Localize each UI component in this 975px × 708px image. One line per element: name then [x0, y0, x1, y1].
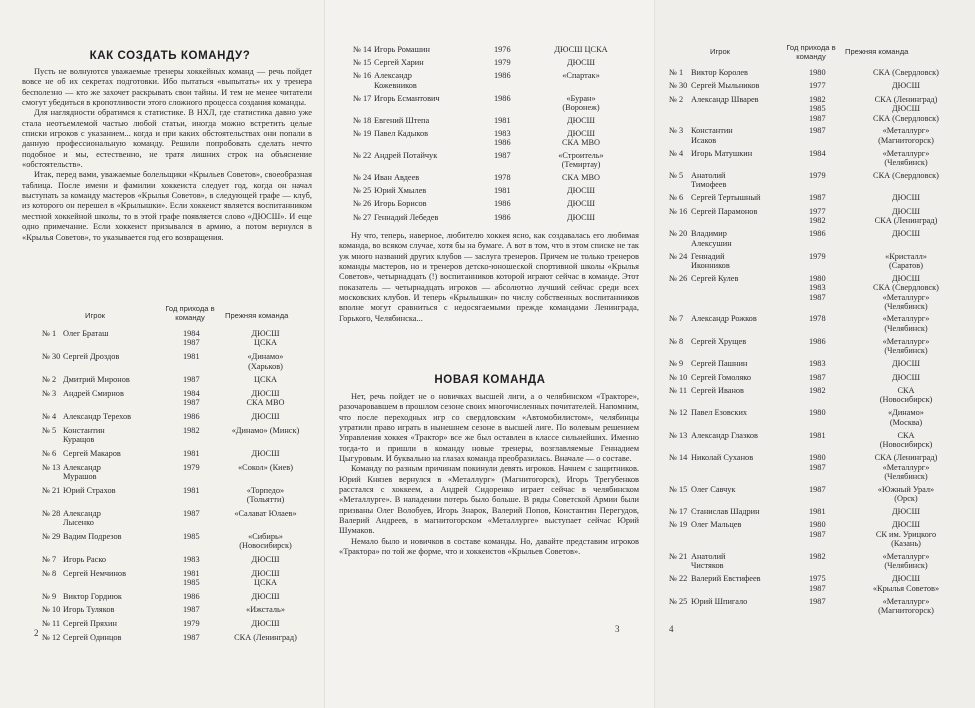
table-row	[669, 431, 969, 450]
player-name: Дмитрий Миронов	[63, 375, 130, 385]
player-number: № 7	[42, 554, 57, 564]
player-name: Сергей Тертышный	[691, 193, 761, 203]
join-year: 1987	[809, 596, 826, 606]
previous-club: ДЮСШ СКА МВО	[246, 388, 285, 408]
table-row	[669, 359, 969, 368]
previous-club: «Металлург» (Челябинск)	[882, 336, 930, 356]
player-number: № 9	[42, 591, 57, 601]
join-year: 1980 1987	[809, 520, 826, 539]
player-number: № 8	[669, 336, 684, 346]
previous-club: «Буран» (Воронеж)	[562, 93, 600, 112]
join-year: 1981	[809, 430, 826, 440]
player-name: Евгений Штепа	[374, 115, 430, 125]
table-row	[42, 329, 312, 348]
player-name: Игорь Матушкин	[691, 148, 753, 158]
table-row	[669, 453, 969, 481]
join-year: 1987	[183, 508, 200, 518]
player-name: Павел Езовских	[691, 408, 748, 418]
table-row	[669, 507, 969, 516]
player-name: Виктор Гордиюк	[63, 591, 122, 601]
table-header-club: Прежняя команда	[845, 47, 909, 56]
join-year: 1987	[809, 193, 826, 203]
previous-club: СКА МВО	[561, 173, 601, 182]
previous-club: ДЮСШ	[566, 186, 596, 196]
paragraph: Команду по разным причинам покинули девять игроков. Начнем с защитников. Юрий Князев вернулся в «Металлург» (Магнитогорск), Игорь Трегубенков расстался с хоккеем, а Андрей Сидоренко играет сейчас в челябинском «Металлурге». В нападении потерь было больше. В ряды Советской Армии были призваны Олег Волобуев, Игорь Знарок, Валерий Попов, Константин Перегудов, Валерий Андреев, в магнитогорском «Металлурге» выступает сейчас Юрий Шумаков.	[339, 464, 639, 536]
table-row	[353, 199, 628, 208]
previous-club: «Динамо» (Харьков)	[247, 352, 284, 371]
player-number: № 1	[42, 329, 57, 338]
join-year: 1985	[183, 531, 200, 541]
previous-club: СКА (Новосибирск)	[879, 430, 933, 450]
join-year: 1987	[809, 484, 826, 494]
article-body-intro	[22, 67, 312, 243]
join-year: 1981 1985	[183, 568, 200, 587]
player-name: Олег Мальцев	[691, 520, 742, 530]
previous-club: ДЮСШ	[891, 372, 921, 382]
table-row	[669, 574, 969, 593]
table-header-year: Год прихода в команду	[165, 304, 215, 322]
page-number: 3	[615, 624, 620, 634]
player-number: № 29	[42, 531, 61, 541]
join-year: 1976	[494, 45, 511, 54]
previous-club: ЦСКА	[253, 375, 278, 385]
player-number: № 22	[669, 574, 688, 584]
table-row	[42, 375, 312, 384]
player-number: № 12	[669, 408, 688, 418]
player-number: № 20	[669, 229, 688, 239]
join-year: 1987	[809, 126, 826, 136]
previous-club: «Сибирь» (Новосибирск)	[239, 531, 292, 551]
previous-club: СКА (Свердловск)	[873, 170, 939, 180]
table-row	[669, 68, 969, 77]
previous-club: «Салават Юлаев»	[234, 508, 297, 518]
previous-club: ДЮСШ	[566, 199, 596, 209]
table-row	[42, 449, 312, 458]
previous-club: «Кристалл» (Саратов)	[885, 251, 927, 270]
join-year: 1979	[494, 58, 511, 68]
table-row	[42, 389, 312, 408]
previous-club: ДЮСШ	[891, 506, 921, 516]
article-title-create-team: КАК СОЗДАТЬ КОМАНДУ?	[89, 50, 251, 62]
player-number: № 2	[669, 94, 684, 104]
table-row	[42, 352, 312, 371]
join-year: 1980 1987	[809, 453, 826, 472]
player-number: № 15	[353, 58, 372, 68]
player-number: № 16	[669, 206, 688, 216]
player-name: Сергей Парамонов	[691, 206, 758, 216]
player-number: № 16	[353, 71, 372, 81]
player-name: Анатолий Тимофеев	[691, 170, 727, 190]
join-year: 1987	[809, 372, 826, 382]
page-number: 4	[669, 624, 674, 634]
player-number: № 4	[669, 148, 684, 158]
player-number: № 21	[42, 485, 61, 495]
previous-club: СКА (Ленинград) «Металлург» (Челябинск)	[874, 453, 938, 481]
table-row	[353, 116, 628, 125]
join-year: 1979	[183, 462, 200, 472]
player-number: № 12	[42, 632, 61, 642]
player-number: № 30	[42, 352, 61, 362]
join-year: 1981	[183, 352, 200, 362]
player-number: № 2	[42, 375, 57, 385]
player-number: № 5	[669, 170, 684, 180]
player-name: Сергей Немчинов	[63, 568, 127, 578]
table-row	[353, 45, 628, 54]
player-number: № 1	[669, 68, 684, 77]
join-year: 1981	[494, 186, 511, 196]
join-year: 1981	[183, 485, 200, 495]
table-row	[353, 71, 628, 90]
player-number: № 10	[669, 372, 688, 382]
table-row	[42, 569, 312, 588]
join-year: 1982	[809, 551, 826, 561]
previous-club: ДЮСШ	[891, 229, 921, 239]
table-row	[669, 386, 969, 405]
player-name: Александр Мурашов	[63, 462, 101, 481]
player-name: Иван Авдеев	[374, 173, 420, 182]
previous-club: ДЮСШ	[566, 58, 596, 68]
join-year: 1982	[183, 425, 200, 435]
table-row	[669, 252, 969, 271]
player-number: № 26	[669, 273, 688, 283]
join-year: 1983	[809, 359, 826, 369]
previous-club: СКА (Новосибирск)	[879, 385, 933, 405]
join-year: 1986	[494, 71, 511, 81]
player-name: Игорь Борисов	[374, 199, 427, 209]
join-year: 1986	[183, 591, 200, 601]
table-row	[669, 149, 969, 168]
previous-club: «Металлург» (Челябинск)	[882, 551, 930, 571]
table-header-club: Прежняя команда	[225, 311, 289, 320]
page-4	[655, 0, 975, 708]
table-row	[42, 605, 312, 614]
previous-club: ДЮСШ ЦСКА	[554, 45, 608, 54]
paragraph: Немало было и новичков в составе команды. Но, давайте представим игроков «Трактора» по той же форме, что и хоккеистов «Крыльев Советов».	[339, 536, 639, 557]
previous-club: «Динамо» (Минск)	[231, 425, 300, 435]
join-year: 1984 1987	[183, 329, 200, 348]
table-row	[669, 193, 969, 202]
table-row	[353, 186, 628, 195]
join-year: 1978	[494, 173, 511, 182]
player-name: Константин Исаков	[691, 126, 733, 145]
join-year: 1986	[809, 229, 826, 239]
join-year: 1983 1986	[494, 128, 511, 148]
join-year: 1982 1985 1987	[809, 94, 826, 123]
join-year: 1978	[809, 314, 826, 324]
table-row	[669, 207, 969, 226]
player-number: № 28	[42, 508, 61, 518]
table-row	[669, 274, 969, 312]
player-name: Вадим Подрезов	[63, 531, 122, 541]
join-year: 1986	[183, 412, 200, 421]
player-name: Сергей Мыльников	[691, 81, 760, 91]
table-row	[669, 171, 969, 190]
previous-club: ДЮСШ СК им. Урицкого (Казань)	[875, 520, 937, 549]
player-number: № 13	[42, 462, 61, 472]
previous-club: ДЮСШ «Крылья Советов»	[872, 574, 940, 593]
table-row	[669, 81, 969, 90]
previous-club: ДЮСШ	[566, 115, 596, 125]
player-name: Игорь Ромашин	[374, 45, 430, 54]
paragraph: Пусть не волнуются уважаемые тренеры хоккейных команд — речь пойдет вовсе не об их секретах подготовки. Ибо пытаться «выпытать» их у тренера бесполезно — кто же захочет раскрывать свои тайны. И тем не менее читатели смогут убедиться в кропотливости этого сложного процесса создания команды.	[22, 67, 312, 108]
player-name: Александр Рожков	[691, 314, 757, 324]
table-row	[669, 552, 969, 571]
player-name: Игорь Есмантович	[374, 93, 440, 103]
player-name: Александр Кожевников	[374, 71, 417, 90]
table-row	[42, 486, 312, 505]
previous-club: «Динамо» (Москва)	[888, 408, 924, 427]
player-number: № 21	[669, 551, 688, 561]
player-number: № 14	[669, 453, 688, 463]
join-year: 1979	[809, 251, 826, 261]
join-year: 1979	[809, 170, 826, 180]
article-title-new-team: НОВАЯ КОМАНДА	[434, 374, 546, 386]
join-year: 1987	[183, 375, 200, 385]
player-number: № 10	[42, 605, 61, 615]
previous-club: ДЮСШ	[251, 554, 280, 564]
join-year: 1980 1983 1987	[809, 273, 826, 302]
player-name: Константин Куращов	[63, 425, 105, 445]
previous-club: «Ижсталь»	[246, 605, 285, 615]
table-row	[42, 509, 312, 528]
player-number: № 26	[353, 199, 372, 209]
table-row	[353, 58, 628, 67]
player-number: № 4	[42, 412, 57, 421]
previous-club: СКА (Ленинград)	[234, 632, 297, 642]
join-year: 1979	[183, 619, 200, 629]
player-name: Павел Кадыков	[374, 128, 429, 138]
paragraph: Итак, перед вами, уважаемые болельщики «Крыльев Советов», своеобразная таблица. После имени и фамилии хоккеиста следует год, когда он начал выступать за команду мастеров «Крылья Советов», в следующей графе — клуб, из которого он перешел в «Крылышки». Если хоккеист является воспитанником местной хоккейной школы, то в этой графе появляется слово «ДЮСШ». И еще одно примечание. Если хоккеист призывался в армию, а потом вернулся в «Крылья Советов», то указывается год его возвращения.	[22, 170, 312, 242]
paragraph: Нет, речь пойдет не о новичках высшей лиги, а о челябинском «Тракторе», разочаровавшем в прошлом сезоне своих многочисленных почитателей. Напомним, что после переходных игр со свердловским «Автомобилистом», челябинцы утратили право играть в нынешнем сезоне в высшей лиге. По волевым решением Управления хоккея «Трактор» все же был оставлен в классе сильнейших. Именно тогда-то и пришли в команду новые тренеры, возглавляемые Геннадием Цыгуровым. И буквально на глазах команда преобразилась. Вначале — о составе.	[339, 392, 639, 464]
player-name: Олег Браташ	[63, 329, 109, 338]
previous-club: ДЮСШ ЦСКА	[251, 568, 280, 587]
previous-club: «Строитель» (Темиртау)	[558, 150, 604, 170]
table-row	[42, 426, 312, 445]
table-row	[669, 229, 969, 248]
page-3	[325, 0, 655, 708]
player-name: Сергей Одинцов	[63, 632, 122, 642]
player-number: № 7	[669, 314, 684, 324]
join-year: 1977 1982	[809, 206, 826, 226]
join-year: 1986	[494, 212, 511, 222]
player-name: Сергей Пряхин	[63, 619, 117, 629]
previous-club: ДЮСШ	[891, 193, 921, 203]
player-number: № 6	[42, 448, 57, 458]
player-number: № 11	[42, 619, 60, 629]
player-name: Андрей Потайчук	[374, 150, 438, 160]
join-year: 1977	[809, 81, 826, 91]
table-row	[669, 95, 969, 123]
table-row	[669, 485, 969, 504]
player-number: № 24	[669, 251, 688, 261]
player-number: № 17	[669, 506, 688, 516]
previous-club: ДЮСШ	[891, 81, 921, 91]
join-year: 1981	[494, 115, 511, 125]
join-year: 1984 1987	[183, 388, 200, 408]
player-number: № 8	[42, 568, 57, 578]
join-year: 1975 1987	[809, 574, 826, 593]
player-number: № 25	[669, 596, 688, 606]
player-name: Николай Суханов	[691, 453, 754, 463]
table-row	[353, 173, 628, 182]
player-number: № 25	[353, 186, 372, 196]
player-name: Станислав Шадрин	[691, 506, 760, 516]
table-row	[42, 633, 312, 642]
table-row	[353, 94, 628, 113]
player-name: Геннадий Иконников	[691, 251, 730, 270]
player-number: № 3	[669, 126, 684, 136]
page-2	[0, 0, 325, 708]
player-number: № 13	[669, 430, 688, 440]
player-name: Геннадий Лебедев	[374, 212, 439, 222]
previous-club: СКА (Ленинград) ДЮСШ СКА (Свердловск)	[873, 94, 939, 123]
table-row	[42, 592, 312, 601]
previous-club: ДЮСШ СКА (Ленинград)	[874, 206, 938, 226]
paragraph: Ну что, теперь, наверное, любителю хоккея ясно, как создавалась его любимая команда, во всяком случае, хотя бы на бумаге. А вот в том, что в этом списке не так уж много названий других клубов — заслуга тренеров. Причем не только тренеров команды мастеров, но и тренеров детско-юношеской спортивной школы «Крылья Советов», четырнадцать (!) воспитанников которой играют сейчас в команде. Этот показатель — четырнадцать игроков — абсолютно лучший сейчас среди всех московских клубов. И теперь «Крылышки» по числу собственных воспитанников вполне могут сравниться с недосягаемыми прежде командами Ленинграда, Горького, Челябинска...	[339, 231, 639, 323]
player-number: № 24	[353, 173, 372, 182]
join-year: 1987	[494, 150, 511, 160]
join-year: 1986	[494, 93, 511, 103]
previous-club: ДЮСШ СКА МВО	[561, 128, 601, 148]
player-name: Юрий Хмылев	[374, 186, 427, 196]
player-name: Владимир Алексушин	[691, 229, 732, 248]
table-row	[42, 532, 312, 551]
player-number: № 6	[669, 193, 684, 203]
player-name: Юрий Страхов	[63, 485, 116, 495]
paragraph: Для наглядности обратимся к статистике. В НХЛ, где статистика давно уже стала неотъемлемой частью любой статьи, иногда можно встретить целые списки игроков с указанием... когда и при каких обстоятельствах они попали в данную профессиональную команду. Решили попробовать сделать нечто подобное и мы, естественно, не тратя лишних строк на объяснение «обстоятельств».	[22, 108, 312, 170]
player-name: Виктор Королев	[691, 68, 748, 77]
table-row	[353, 151, 628, 170]
join-year: 1980	[809, 68, 826, 77]
player-name: Александр Терехов	[63, 412, 132, 421]
join-year: 1983	[183, 554, 200, 564]
article-body-conclusion	[339, 231, 639, 324]
player-name: Сергей Харин	[374, 58, 424, 68]
table-row	[42, 412, 312, 421]
player-name: Сергей Пашнин	[691, 359, 748, 369]
player-number: № 19	[353, 128, 372, 138]
previous-club: ДЮСШ	[891, 359, 921, 369]
join-year: 1986	[809, 336, 826, 346]
previous-club: «Спартак»	[562, 71, 600, 81]
previous-club: ДЮСШ	[251, 412, 280, 421]
join-year: 1981	[183, 448, 200, 458]
player-name: Александр Глазков	[691, 430, 758, 440]
table-row	[669, 597, 969, 616]
previous-club: ДЮСШ	[251, 591, 280, 601]
player-number: № 18	[353, 115, 372, 125]
player-number: № 22	[353, 150, 372, 160]
player-number: № 3	[42, 388, 57, 398]
table-header-year: Год прихода в команду	[786, 43, 836, 61]
table-row	[353, 129, 628, 148]
player-name: Валерий Евстифеев	[691, 574, 761, 584]
previous-club: «Металлург» (Челябинск)	[882, 148, 930, 167]
player-name: Александр Шварев	[691, 94, 759, 104]
table-row	[669, 126, 969, 145]
player-name: Сергей Макаров	[63, 448, 121, 458]
table-row	[669, 314, 969, 333]
player-number: № 5	[42, 425, 57, 435]
previous-club: ДЮСШ ЦСКА	[251, 329, 280, 348]
player-number: № 9	[669, 359, 684, 369]
player-name: Юрий Шпигало	[691, 596, 748, 606]
join-year: 1980	[809, 408, 826, 418]
table-row	[669, 408, 969, 427]
player-name: Сергей Кулев	[691, 273, 739, 283]
player-name: Сергей Хрущев	[691, 336, 747, 346]
player-number: № 30	[669, 81, 688, 91]
previous-club: СКА (Свердловск)	[873, 68, 939, 77]
article-body-new-team	[339, 392, 639, 558]
table-row	[669, 520, 969, 548]
player-number: № 19	[669, 520, 688, 530]
join-year: 1987	[183, 632, 200, 642]
previous-club: «Южный Урал» (Орск)	[877, 484, 935, 503]
table-header-player: Игрок	[710, 47, 730, 56]
player-name: Анатолий Чистяков	[691, 551, 726, 571]
table-row	[669, 337, 969, 356]
join-year: 1986	[494, 199, 511, 209]
player-name: Игорь Туляков	[63, 605, 115, 615]
table-row	[42, 463, 312, 482]
previous-club: «Металлург» (Челябинск)	[882, 314, 930, 333]
previous-club: «Сокол» (Киев)	[238, 462, 293, 472]
player-name: Александр Лысенко	[63, 508, 101, 528]
join-year: 1981	[809, 506, 826, 516]
table-header-player: Игрок	[85, 311, 105, 320]
previous-club: «Торпедо» (Тольятти)	[246, 485, 285, 504]
previous-club: ДЮСШ	[251, 619, 280, 629]
player-name: Андрей Смирнов	[63, 388, 124, 398]
player-number: № 14	[353, 45, 372, 54]
table-row	[42, 555, 312, 564]
player-number: № 27	[353, 212, 372, 222]
player-name: Сергей Дроздов	[63, 352, 120, 362]
join-year: 1982	[809, 385, 826, 395]
previous-club: ДЮСШ СКА (Свердловск) «Металлург» (Челябинск)	[873, 273, 939, 312]
player-name: Сергей Иванов	[691, 385, 744, 395]
table-row	[353, 213, 628, 222]
player-number: № 17	[353, 93, 372, 103]
page-number: 2	[34, 628, 39, 638]
join-year: 1987	[183, 605, 200, 615]
player-name: Сергей Гомоляко	[691, 372, 752, 382]
table-row	[669, 373, 969, 382]
previous-club: ДЮСШ	[251, 448, 280, 458]
join-year: 1984	[809, 148, 826, 158]
player-number: № 11	[669, 385, 687, 395]
player-name: Игорь Раско	[63, 554, 107, 564]
table-row	[42, 619, 312, 628]
previous-club: «Металлург» (Магнитогорск)	[878, 126, 934, 145]
previous-club: «Металлург» (Магнитогорск)	[878, 596, 934, 615]
previous-club: ДЮСШ	[566, 212, 596, 222]
player-name: Олег Савчук	[691, 484, 736, 494]
player-number: № 15	[669, 484, 688, 494]
